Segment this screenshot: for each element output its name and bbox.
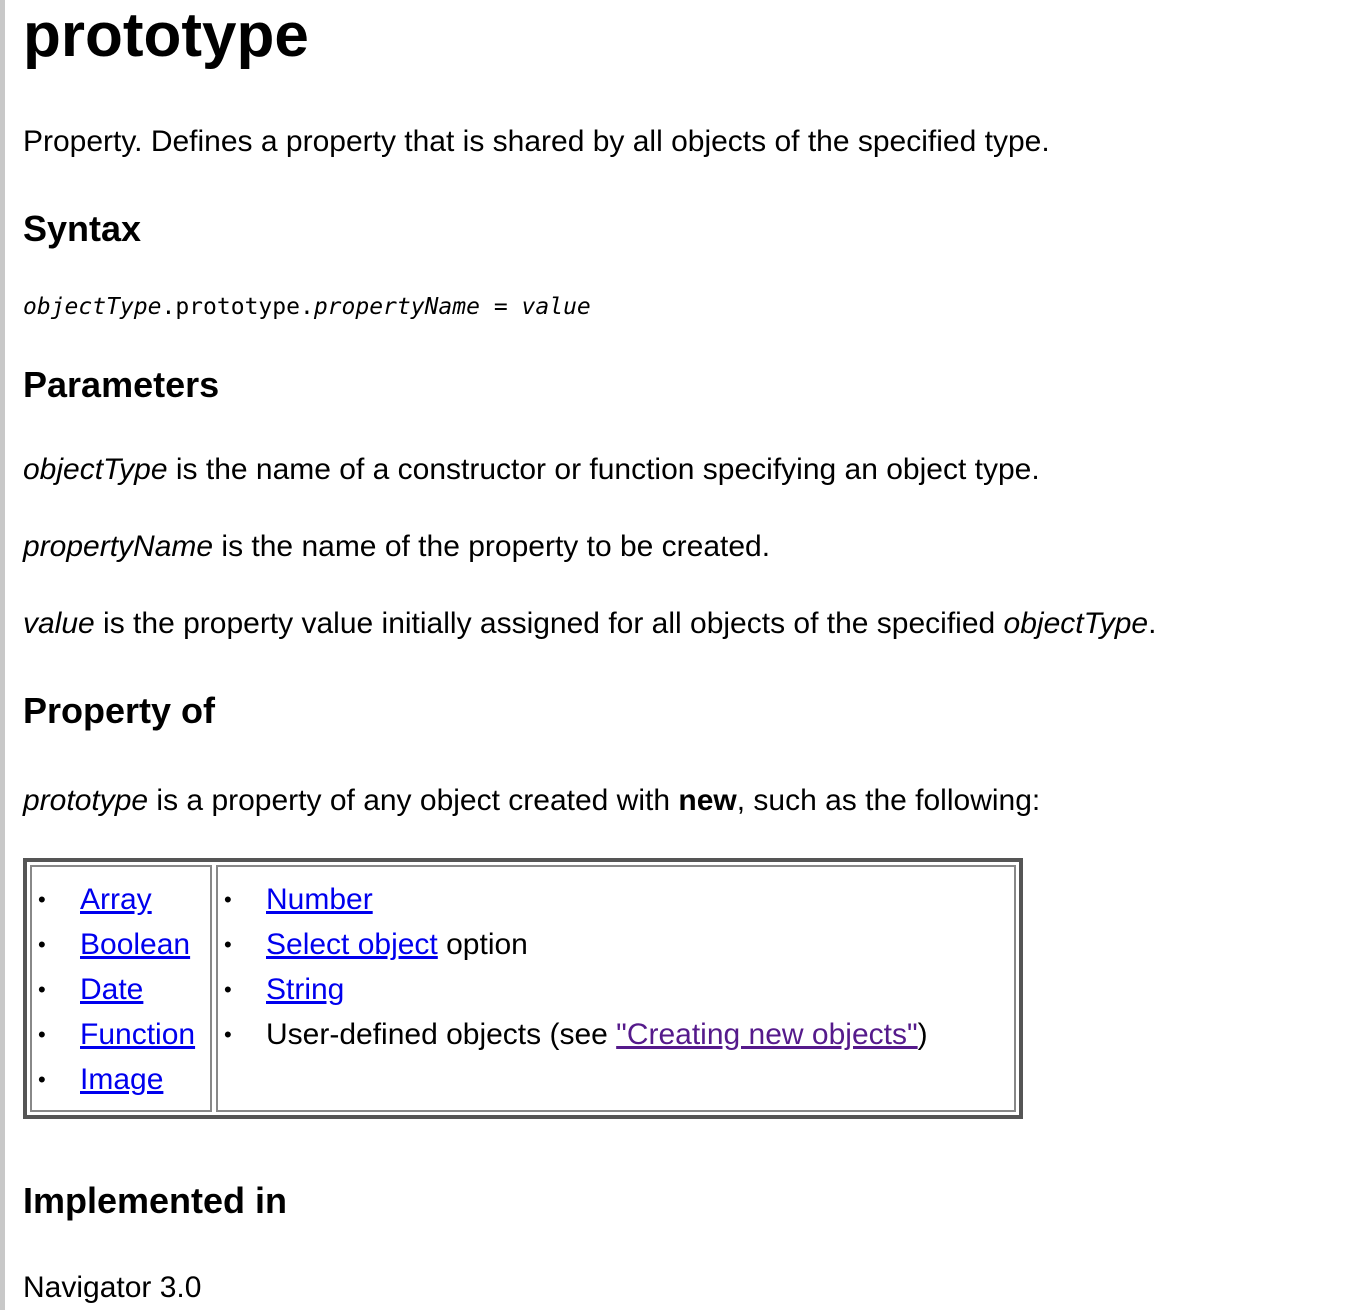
implemented-in-text: Navigator 3.0 <box>23 1271 202 1304</box>
param-term: objectType <box>23 453 168 486</box>
select-option-suffix: option <box>437 928 528 961</box>
list-item <box>32 967 206 1012</box>
param-description: is the name of a constructor or function specifying an object type. <box>167 453 1040 486</box>
page-title: prototype <box>23 1 309 70</box>
bullet-icon: • <box>224 1022 232 1047</box>
list-item <box>32 1012 206 1057</box>
param-property-name <box>23 527 1343 567</box>
param-object-type <box>23 450 1343 490</box>
list-item <box>32 1057 206 1102</box>
objects-table-left-column <box>30 865 212 1112</box>
link-date[interactable]: Date <box>80 973 144 1006</box>
bullet-icon: • <box>38 1022 46 1047</box>
bullet-icon: • <box>38 1067 46 1092</box>
link-string[interactable]: String <box>266 973 345 1006</box>
objects-list-left <box>32 877 206 1102</box>
syntax-heading: Syntax <box>23 208 142 249</box>
param-term: propertyName <box>23 530 214 563</box>
property-of-heading: Property of <box>23 690 216 731</box>
link-array[interactable]: Array <box>80 883 152 916</box>
user-defined-prefix: User-defined objects (see <box>266 1018 617 1051</box>
link-number[interactable]: Number <box>266 883 373 916</box>
param-description: is the property value initially assigned for all objects of the specified <box>94 607 1004 640</box>
param-value <box>23 604 1343 644</box>
link-creating-new-objects[interactable]: "Creating new objects" <box>616 1018 918 1051</box>
bullet-icon: • <box>38 932 46 957</box>
objects-table <box>23 858 1023 1119</box>
list-item <box>218 967 1010 1012</box>
intro-paragraph: Property. Defines a property that is shared by all objects of the specified type. <box>23 125 1050 158</box>
link-image[interactable]: Image <box>80 1063 164 1096</box>
syntax-value: value <box>521 294 591 320</box>
param-term: value <box>23 607 95 640</box>
syntax-property-name: propertyName <box>313 294 480 320</box>
objects-table-right-column <box>216 865 1016 1112</box>
objects-list-right <box>218 877 1010 1057</box>
bullet-icon: • <box>224 977 232 1002</box>
property-of-term: prototype <box>23 784 149 817</box>
link-boolean[interactable]: Boolean <box>80 928 191 961</box>
syntax-equals: = <box>479 294 522 320</box>
left-window-edge <box>0 0 5 1310</box>
property-of-text: is a property of any object created with <box>148 784 679 817</box>
link-select-object[interactable]: Select object <box>266 928 438 961</box>
list-item <box>32 922 206 967</box>
property-of-text-end: , such as the following: <box>736 784 1041 817</box>
list-item <box>218 877 1010 922</box>
bullet-icon: • <box>224 887 232 912</box>
list-item <box>32 877 206 922</box>
bullet-icon: • <box>38 977 46 1002</box>
user-defined-suffix: ) <box>917 1018 928 1051</box>
bullet-icon: • <box>38 887 46 912</box>
syntax-prototype: .prototype. <box>161 294 314 320</box>
list-item <box>218 922 1010 967</box>
syntax-object-type: objectType <box>23 294 162 320</box>
parameters-heading: Parameters <box>23 364 220 405</box>
syntax-code <box>23 291 1343 323</box>
bullet-icon: • <box>224 932 232 957</box>
property-of-paragraph <box>23 781 1343 821</box>
implemented-in-heading: Implemented in <box>23 1180 288 1221</box>
param-term-object-type: objectType <box>1003 607 1149 640</box>
document-body <box>23 0 1343 1308</box>
param-description: is the name of the property to be created. <box>213 530 771 563</box>
keyword-new: new <box>678 784 737 817</box>
param-end: . <box>1148 607 1157 640</box>
list-item <box>218 1012 1010 1057</box>
link-function[interactable]: Function <box>80 1018 196 1051</box>
